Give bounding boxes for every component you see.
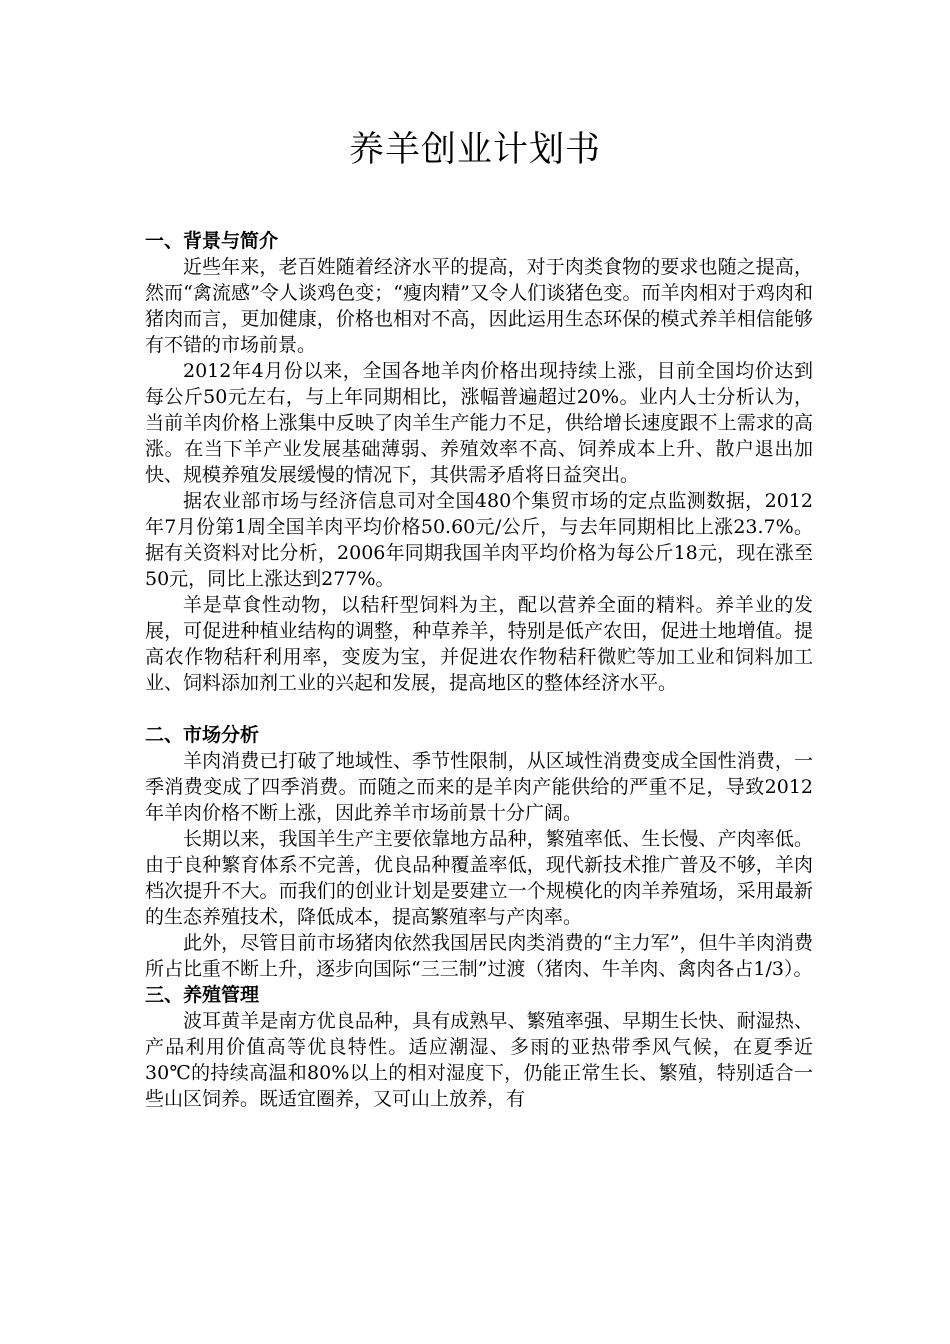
section-spacer — [145, 696, 813, 722]
paragraph: 近些年来，老百姓随着经济水平的提高，对于肉类食物的要求也随之提高，然而“禽流感”令人谈鸡色变；“瘦肉精”又令人们谈猪色变。而羊肉相对于鸡肉和猪肉而言，更加健康，价格也相对不高，因此运用生态环保的模式养羊相信能够有不错的市场前景。 — [145, 256, 813, 356]
paragraph: 长期以来，我国羊生产主要依靠地方品种，繁殖率低、生长慢、产肉率低。由于良种繁育体系不完善，优良品种覆盖率低，现代新技术推广普及不够，羊肉档次提升不大。而我们的创业计划是要建立一个规模化的肉羊养殖场，采用最新的生态养殖技术，降低成本，提高繁殖率与产肉率。 — [145, 828, 813, 928]
section-heading-background: 一、背景与简介 — [145, 230, 279, 252]
document-body — [145, 228, 813, 1112]
paragraph: 2012年4月份以来，全国各地羊肉价格出现持续上涨，目前全国均价达到每公斤50元左右，与上年同期相比，涨幅普遍超过20%。业内人士分析认为，当前羊肉价格上涨集中反映了肉羊生产能力不足，供给增长速度跟不上需求的高涨。在当下羊产业发展基础薄弱、养殖效率不高、饲养成本上升、散户退出加快、规模养殖发展缓慢的情况下，其供需矛盾将日益突出。 — [145, 360, 813, 486]
section-heading-market: 二、市场分析 — [145, 724, 260, 746]
paragraph: 据农业部市场与经济信息司对全国480个集贸市场的定点监测数据，2012年7月份第1周全国羊肉平均价格50.60元/公斤，与去年同期相比上涨23.7%。据有关资料对比分析，2006年同期我国羊肉平均价格为每公斤18元，现在涨至50元，同比上涨达到277%。 — [145, 490, 813, 590]
document-title: 养羊创业计划书 — [348, 130, 601, 170]
section-heading-management: 三、养殖管理 — [145, 984, 260, 1006]
paragraph: 羊是草食性动物，以秸秆型饲料为主，配以营养全面的精料。养羊业的发展，可促进种植业结构的调整，种草养羊，特别是低产农田，促进土地增值。提高农作物秸秆利用率，变废为宝，并促进农作物秸秆微贮等加工业和饲料加工业、饲料添加剂工业的兴起和发展，提高地区的整体经济水平。 — [145, 594, 813, 694]
paragraph: 此外，尽管目前市场猪肉依然我国居民肉类消费的“主力军”，但牛羊肉消费所占比重不断上升，逐步向国际“三三制”过渡（猪肉、牛羊肉、禽肉各占1/3）。 — [145, 932, 813, 980]
paragraph: 羊肉消费已打破了地域性、季节性限制，从区域性消费变成全国性消费，一季消费变成了四季消费。而随之而来的是羊肉产能供给的严重不足，导致2012年羊肉价格不断上涨，因此养羊市场前景十分广阔。 — [145, 750, 813, 824]
paragraph: 波耳黄羊是南方优良品种，具有成熟早、繁殖率强、早期生长快、耐湿热、产品利用价值高等优良特性。适应潮湿、多雨的亚热带季风气候，在夏季近30℃的持续高温和80%以上的相对湿度下，仍能正常生长、繁殖，特别适合一些山区饲养。既适宜圈养，又可山上放养，有 — [145, 1010, 813, 1110]
